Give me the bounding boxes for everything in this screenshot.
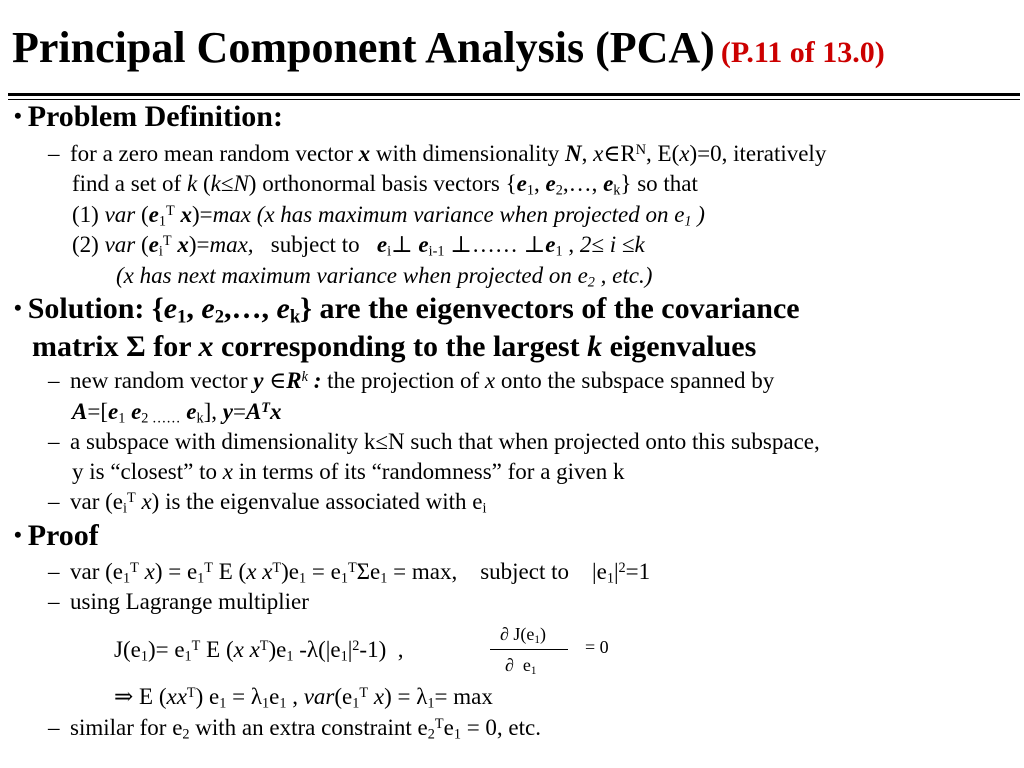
bullet-problem-definition [14,100,283,136]
slide-title [12,22,885,79]
problem-line-2: find a set of k (k≤N) orthonormal basis vectors {$e_1$, $e_2,\dots$, $e_k$} so that [72,171,698,199]
dash-icon: – [48,429,60,454]
bullet-solution-line-1: • Solution: {$e_1$, $e_2,\dots$, $e_k$} are the eigenvectors of the covariance [14,292,800,328]
dash-icon: – [48,141,60,166]
proof-line-1: – var ($e_1^T$ $x) = e_1^T$ E (x $x^T)e_1 = e_1^T\Sigma e_1 = \max$, subject to $|e_1|^2=1$ [48,559,651,587]
bullet-dot-icon: • [14,103,22,128]
problem-line-1: – for a zero mean random vector x with dimensionality N, $x\in R^N$, E(x)=0, iteratively [48,141,827,166]
dash-icon: – [48,489,60,514]
fraction-bar [490,649,568,650]
dash-icon: – [48,559,60,584]
problem-line-3: (1) var ($e_1^T$ x)=max (x has maximum variance when projected on $e_1$ ) [72,202,705,230]
page-indicator: (P.11 of 13.0) [720,36,885,69]
eigen-result-equation: ⇒ E $(xx^T) e_1 = \lambda_1e_1$ , $var(e_1^T$ $x) = \lambda_1= \max$ [114,684,493,712]
bullet-proof [14,519,99,555]
proof-line-2 [48,588,309,616]
proof-line-3: – similar for $e_2$ with an extra constraint $e_2^Te_1 = 0$, etc. [48,715,541,743]
problem-line-4: (2) var ($e_i^T$ x)=max, subject to $e_i\perp$ $e_{i-1}$ ⊥…… $\perp e_1$ , 2≤ i ≤k [72,232,645,260]
bullet-dot-icon: • [14,522,22,547]
title-rule-thick [8,93,1020,96]
dash-icon: – [48,589,60,614]
dash-icon: – [48,715,60,740]
lagrange-text: using Lagrange multiplier [70,589,309,614]
fraction-equals-zero: = 0 [585,637,609,657]
solution-sub-2a: – a subspace with dimensionality k≤N such that when projected onto this subspace, [48,429,820,454]
problem-heading: Problem Definition: [27,100,283,133]
bullet-dot-icon: • [14,295,22,320]
fraction-denominator: ∂ $e_1$ [505,655,537,677]
dash-icon: – [48,368,60,393]
title-text: Principal Component Analysis (PCA) [12,23,715,72]
problem-line-5: (x has next maximum variance when projected on $e_2$ , etc.) [116,263,653,291]
lagrangian-equation: $J(e_1)= e_1^T$ E (x $x^T)e_1$ $-\lambda(|e_1|^2-1)$ , [114,637,404,665]
bullet-solution-line-2: matrix Σ for x corresponding to the largest k eigenvalues [32,330,757,363]
fraction-numerator: ∂ $J(e_1)$ [500,624,546,646]
solution-sub-2b: y is “closest” to x in terms of its “randomness” for a given k [72,459,625,484]
solution-sub-1b: $A=[e_1$ $e_{2 \dots\dots}$ $e_k$], $y=A^Tx$ [72,399,282,427]
proof-heading: Proof [27,519,99,552]
solution-sub-3: – var ($e_i^T$ x) is the eigenvalue associated with $e_i$ [48,489,487,517]
solution-sub-1a: – new random vector y $\in R^k$ : the projection of x onto the subspace spanned by [48,368,775,393]
